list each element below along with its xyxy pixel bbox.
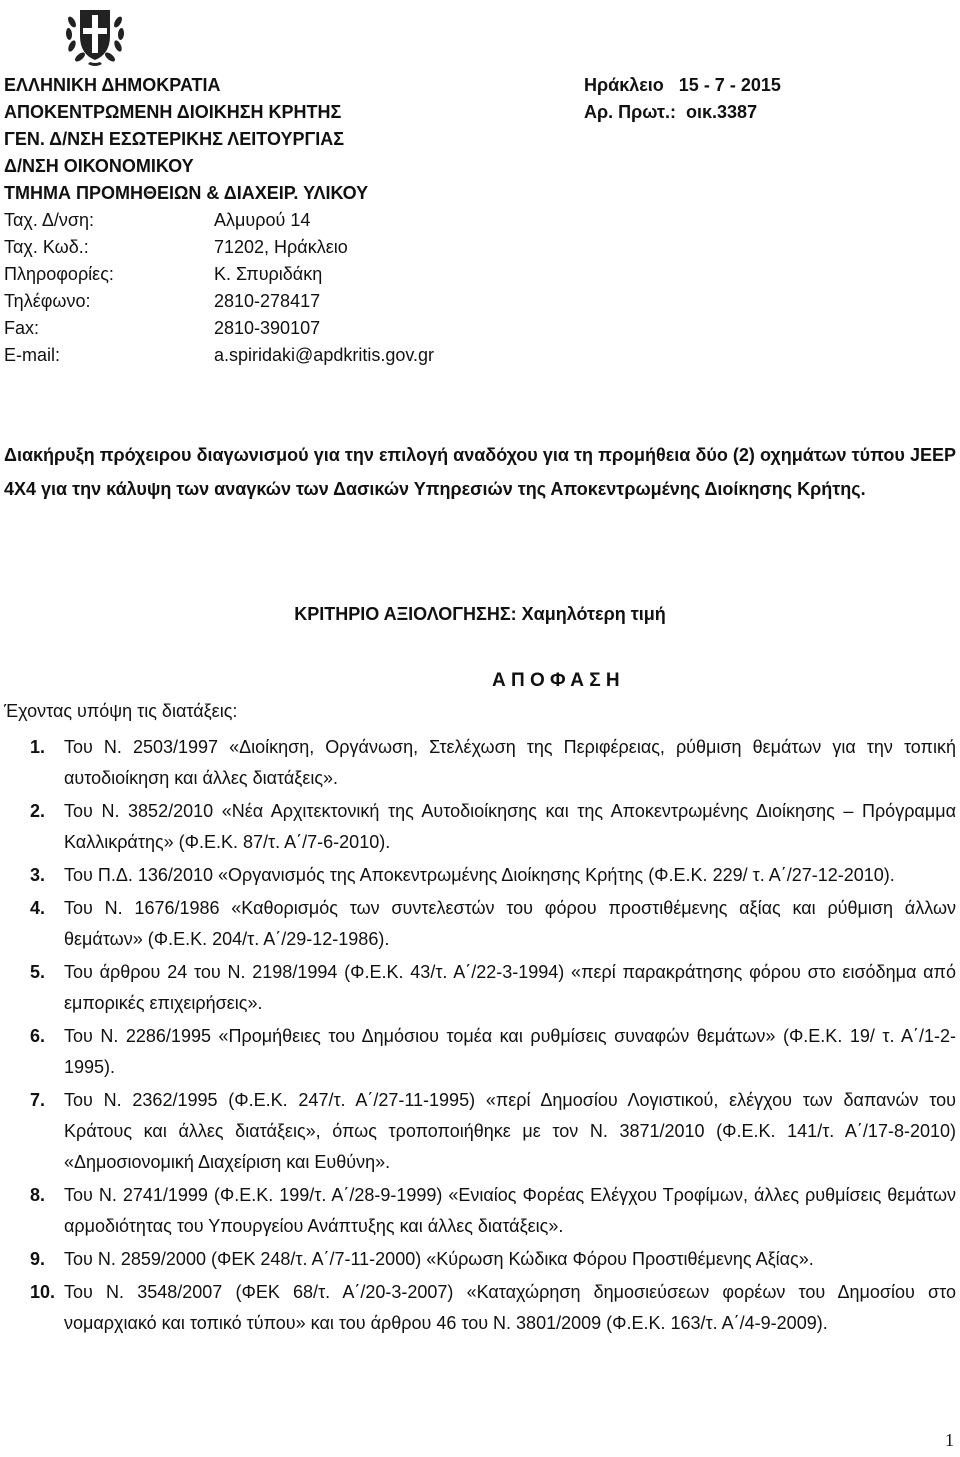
item-number: 3. bbox=[30, 865, 46, 885]
contact-row bbox=[4, 207, 434, 234]
contact-label: Fax: bbox=[4, 318, 40, 338]
intro-text: Έχοντας υπόψη τις διατάξεις: bbox=[4, 701, 238, 721]
org-line: ΕΛΛΗΝΙΚΗ ΔΗΜΟΚΡΑΤΙΑ bbox=[4, 75, 221, 95]
list-item bbox=[4, 893, 956, 955]
list-item bbox=[4, 1277, 956, 1339]
contact-row bbox=[4, 288, 434, 315]
item-number: 9. bbox=[30, 1249, 46, 1269]
item-number: 10. bbox=[30, 1282, 56, 1302]
issuer-block bbox=[4, 72, 434, 369]
contact-label: Πληροφορίες: bbox=[4, 264, 114, 284]
list-item bbox=[4, 1180, 956, 1242]
list-item bbox=[4, 957, 956, 1019]
org-line: Δ/ΝΣΗ ΟΙΚΟΝΟΜΙΚΟΥ bbox=[4, 156, 194, 176]
contact-value: 71202, Ηράκλειο bbox=[214, 237, 348, 257]
contact-row bbox=[4, 315, 434, 342]
protocol-number: Αρ. Πρωτ.: οικ.3387 bbox=[584, 102, 758, 122]
contact-row bbox=[4, 342, 434, 369]
greek-coat-of-arms-emblem bbox=[60, 2, 130, 70]
list-item bbox=[4, 1021, 956, 1083]
list-item bbox=[4, 1244, 956, 1275]
decision-title-wrap bbox=[0, 670, 960, 700]
item-text: Του Π.Δ. 136/2010 «Οργανισμός της Αποκεντρωμένης Διοίκησης Κρήτης (Φ.Ε.Κ. 229/ τ. Α΄/27-12-2010). bbox=[64, 865, 895, 885]
item-number: 6. bbox=[30, 1026, 46, 1046]
list-item bbox=[4, 860, 956, 891]
evaluation-criterion: ΚΡΙΤΗΡΙΟ ΑΞΙΟΛΟΓΗΣΗΣ: Χαμηλότερη τιμή bbox=[294, 604, 666, 624]
document-subject: Διακήρυξη πρόχειρου διαγωνισμού για την επιλογή αναδόχου για τη προμήθεια δύο (2) οχημάτων τύπου JEEP 4X4 για την κάλυψη των αναγκών των Δασικών Υπηρεσιών της Αποκεντρωμένης Διοίκησης Κρήτης. bbox=[4, 445, 956, 499]
item-number: 5. bbox=[30, 962, 46, 982]
item-text: Του Ν. 3852/2010 «Νέα Αρχιτεκτονική της Αυτοδιοίκησης και της Αποκεντρωμένης Διοίκησης – Πρόγραμμα Καλλικράτης» (Φ.Ε.Κ. 87/τ. Α΄/7-6-2010). bbox=[64, 801, 956, 852]
item-text: Του άρθρου 24 του Ν. 2198/1994 (Φ.Ε.Κ. 43/τ. Α΄/22-3-1994) «περί παρακράτησης φόρου στο εισόδημα από εμπορικές επιχειρήσεις». bbox=[64, 962, 956, 1013]
contact-label: Ταχ. Δ/νση: bbox=[4, 210, 95, 230]
place-date: Ηράκλειο 15 - 7 - 2015 bbox=[584, 75, 781, 95]
item-text: Του Ν. 2503/1997 «Διοίκηση, Οργάνωση, Στελέχωση της Περιφέρειας, ρύθμιση θεμάτων για την τοπική αυτοδιοίκηση και άλλες διατάξεις». bbox=[64, 737, 956, 788]
org-line: ΑΠΟΚΕΝΤΡΩΜΕΝΗ ΔΙΟΙΚΗΣΗ ΚΡΗΤΗΣ bbox=[4, 102, 342, 122]
contact-label: Τηλέφωνο: bbox=[4, 291, 91, 311]
contact-label: E-mail: bbox=[4, 345, 61, 365]
contact-label: Ταχ. Κωδ.: bbox=[4, 237, 89, 257]
date-protocol-block bbox=[584, 72, 781, 126]
item-number: 4. bbox=[30, 898, 46, 918]
decision-title: Α Π Ο Φ Α Σ Η bbox=[492, 670, 620, 691]
org-line: ΤΜΗΜΑ ΠΡΟΜΗΘΕΙΩΝ & ΔΙΑΧΕΙΡ. ΥΛΙΚΟΥ bbox=[4, 183, 369, 203]
contact-value: Αλμυρού 14 bbox=[214, 210, 311, 230]
list-item bbox=[4, 732, 956, 794]
org-line: ΓΕΝ. Δ/ΝΣΗ ΕΣΩΤΕΡΙΚΗΣ ΛΕΙΤΟΥΡΓΙΑΣ bbox=[4, 129, 345, 149]
page-number: 1 bbox=[945, 1430, 954, 1450]
email-value: a.spiridaki@apdkritis.gov.gr bbox=[214, 345, 435, 365]
contact-value: 2810-278417 bbox=[214, 291, 321, 311]
contact-row bbox=[4, 261, 434, 288]
item-text: Του Ν. 2286/1995 «Προμήθειες του Δημόσιου τομέα και ρυθμίσεις συναφών θεμάτων» (Φ.Ε.Κ. 19/ τ. Α΄/1-2-1995). bbox=[64, 1026, 956, 1077]
contact-value: Κ. Σπυριδάκη bbox=[214, 264, 323, 284]
list-item bbox=[4, 1085, 956, 1178]
item-text: Του Ν. 2859/2000 (ΦΕΚ 248/τ. Α΄/7-11-2000) «Κύρωση Κώδικα Φόρου Προστιθέμενης Αξίας». bbox=[64, 1249, 814, 1269]
item-number: 1. bbox=[30, 737, 46, 757]
item-text: Του Ν. 3548/2007 (ΦΕΚ 68/τ. Α΄/20-3-2007) «Καταχώρηση δημοσιεύσεων φορέων του Δημοσίου στο νομαρχιακό και τοπικό τύπου» και του άρθρου 46 του Ν. 3801/2009 (Φ.Ε.Κ. 163/τ. Α΄/4-9-2009). bbox=[64, 1282, 956, 1333]
item-number: 8. bbox=[30, 1185, 46, 1205]
item-text: Του Ν. 2362/1995 (Φ.Ε.Κ. 247/τ. Α΄/27-11-1995) «περί Δημοσίου Λογιστικού, ελέγχου των δαπανών του Κράτους και άλλες διατάξεις», όπως τροποποιήθηκε με τον Ν. 3871/2010 (Φ.Ε.Κ. 141/τ. Α΄/17-8-2010) «Δημοσιονομική Διαχείριση και Ευθύνη». bbox=[64, 1090, 956, 1172]
item-text: Του Ν. 1676/1986 «Καθορισμός των συντελεστών του φόρου προστιθέμενης αξίας και ρύθμιση άλλων θεμάτων» (Φ.Ε.Κ. 204/τ. Α΄/29-12-1986). bbox=[64, 898, 956, 949]
contact-row bbox=[4, 234, 434, 261]
provisions-list bbox=[4, 732, 956, 1341]
contact-value: 2810-390107 bbox=[214, 318, 321, 338]
item-text: Του Ν. 2741/1999 (Φ.Ε.Κ. 199/τ. Α΄/28-9-1999) «Ενιαίος Φορέας Ελέγχου Τροφίμων, άλλες ρυθμίσεις θεμάτων αρμοδιότητας του Υπουργείου Ανάπτυξης και άλλες διατάξεις». bbox=[64, 1185, 956, 1236]
item-number: 7. bbox=[30, 1090, 46, 1110]
list-item bbox=[4, 796, 956, 858]
item-number: 2. bbox=[30, 801, 46, 821]
